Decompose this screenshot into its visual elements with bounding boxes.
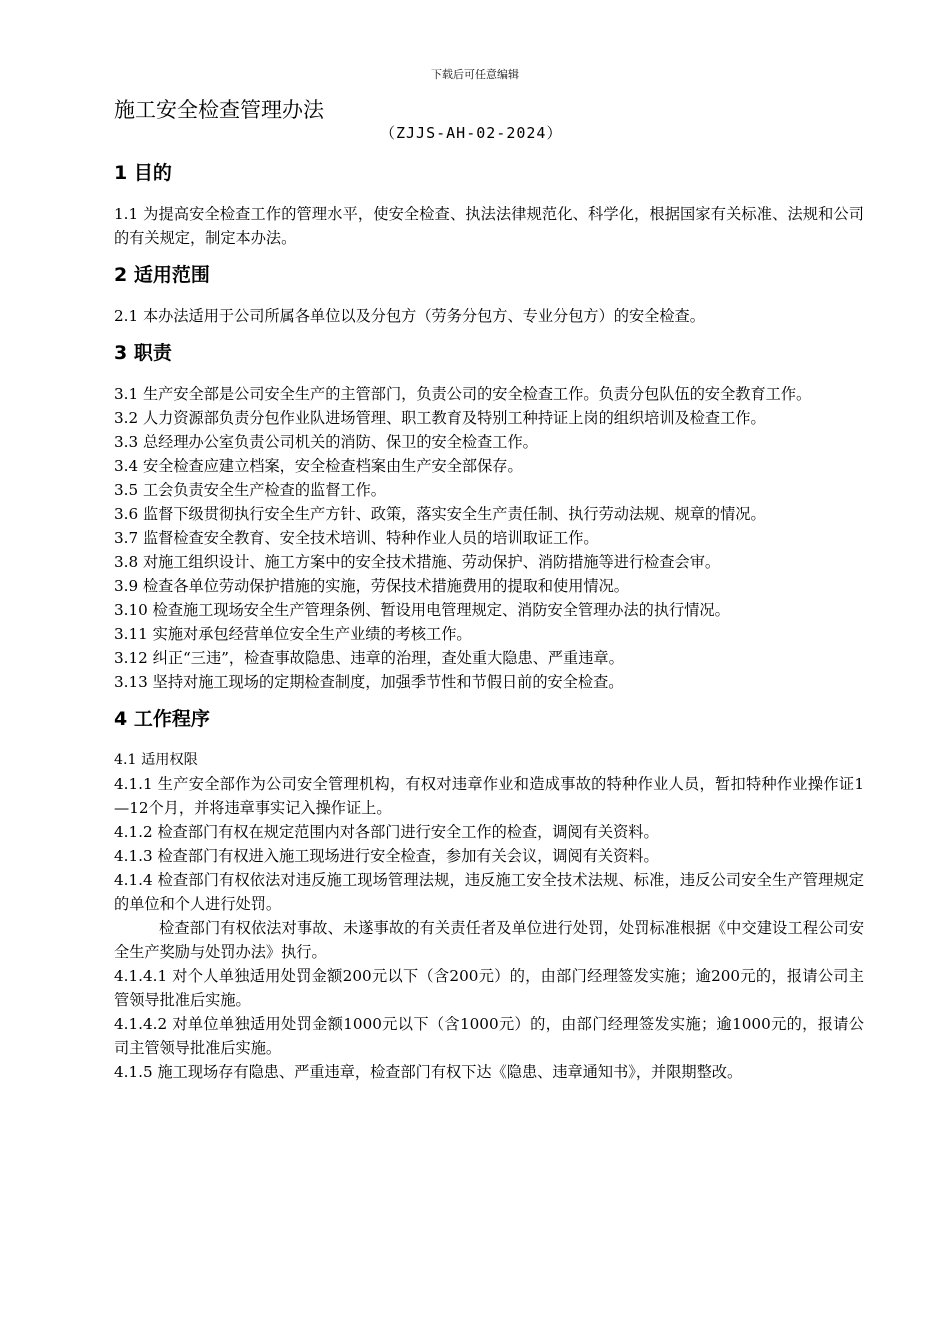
header-note: 下载后可任意编辑 bbox=[431, 68, 519, 81]
paragraph: 4.1.4 检查部门有权依法对违反施工现场管理法规，违反施工安全技术法规、标准，违反公司安全生产管理规定的单位和个人进行处罚。 bbox=[114, 871, 864, 913]
paragraph: 3.6 监督下级贯彻执行安全生产方针、政策，落实安全生产责任制、执行劳动法规、规章的情况。 bbox=[114, 505, 766, 523]
paragraph: 3.4 安全检查应建立档案，安全检查档案由生产安全部保存。 bbox=[114, 457, 523, 475]
paragraph: 4.1.5 施工现场存有隐患、严重违章，检查部门有权下达《隐患、违章通知书》，并限期整改。 bbox=[114, 1063, 743, 1081]
paragraph: 3.13 坚持对施工现场的定期检查制度，加强季节性和节假日前的安全检查。 bbox=[114, 673, 624, 691]
paragraph: 3.1 生产安全部是公司安全生产的主管部门，负责公司的安全检查工作。负责分包队伍的安全教育工作。 bbox=[114, 385, 812, 403]
paragraph: 3.12 纠正“三违”，检查事故隐患、违章的治理，查处重大隐患、严重违章。 bbox=[114, 649, 624, 667]
paragraph: 3.7 监督检查安全教育、安全技术培训、特种作业人员的培训取证工作。 bbox=[114, 529, 599, 547]
paragraph: 3.3 总经理办公室负责公司机关的消防、保卫的安全检查工作。 bbox=[114, 433, 538, 451]
paragraph: 4.1 适用权限 bbox=[114, 752, 198, 768]
document-code: （ZJJS-AH-02-2024） bbox=[380, 124, 563, 142]
document-title: 施工安全检查管理办法 bbox=[114, 98, 324, 122]
section-heading-procedure: 4 工作程序 bbox=[114, 708, 210, 730]
section-heading-scope: 2 适用范围 bbox=[114, 264, 210, 286]
paragraph: 3.2 人力资源部负责分包作业队进场管理、职工教育及特别工种持证上岗的组织培训及检查工作。 bbox=[114, 409, 766, 427]
document-body bbox=[114, 158, 864, 1084]
paragraph: 3.8 对施工组织设计、施工方案中的安全技术措施、劳动保护、消防措施等进行检查会审。 bbox=[114, 553, 721, 571]
section-heading-duties: 3 职责 bbox=[114, 342, 172, 364]
paragraph: 4.1.4.2 对单位单独适用处罚金额1000元以下（含1000元）的，由部门经理签发实施；逾1000元的，报请公司主管领导批准后实施。 bbox=[114, 1015, 864, 1057]
paragraph: 3.5 工会负责安全生产检查的监督工作。 bbox=[114, 481, 386, 499]
paragraph: 2.1 本办法适用于公司所属各单位以及分包方（劳务分包方、专业分包方）的安全检查。 bbox=[114, 307, 705, 325]
paragraph: 4.1.4.1 对个人单独适用处罚金额200元以下（含200元）的，由部门经理签发实施；逾200元的，报请公司主管领导批准后实施。 bbox=[114, 967, 864, 1009]
paragraph: 3.11 实施对承包经营单位安全生产业绩的考核工作。 bbox=[114, 625, 472, 643]
paragraph: 4.1.3 检查部门有权进入施工现场进行安全检查，参加有关会议，调阅有关资料。 bbox=[114, 847, 659, 865]
section-heading-purpose: 1 目的 bbox=[114, 162, 172, 184]
paragraph: 3.9 检查各单位劳动保护措施的实施，劳保技术措施费用的提取和使用情况。 bbox=[114, 577, 629, 595]
paragraph: 检查部门有权依法对事故、未遂事故的有关责任者及单位进行处罚，处罚标准根据《中交建设工程公司安全生产奖励与处罚办法》执行。 bbox=[114, 919, 864, 961]
paragraph: 4.1.2 检查部门有权在规定范围内对各部门进行安全工作的检查，调阅有关资料。 bbox=[114, 823, 659, 841]
paragraph: 4.1.1 生产安全部作为公司安全管理机构，有权对违章作业和造成事故的特种作业人员，暂扣特种作业操作证1—12个月，并将违章事实记入操作证上。 bbox=[114, 775, 864, 817]
paragraph: 3.10 检查施工现场安全生产管理条例、暂设用电管理规定、消防安全管理办法的执行情况。 bbox=[114, 601, 730, 619]
paragraph: 1.1 为提高安全检查工作的管理水平，使安全检查、执法法律规范化、科学化，根据国家有关标准、法规和公司的有关规定，制定本办法。 bbox=[114, 205, 864, 247]
